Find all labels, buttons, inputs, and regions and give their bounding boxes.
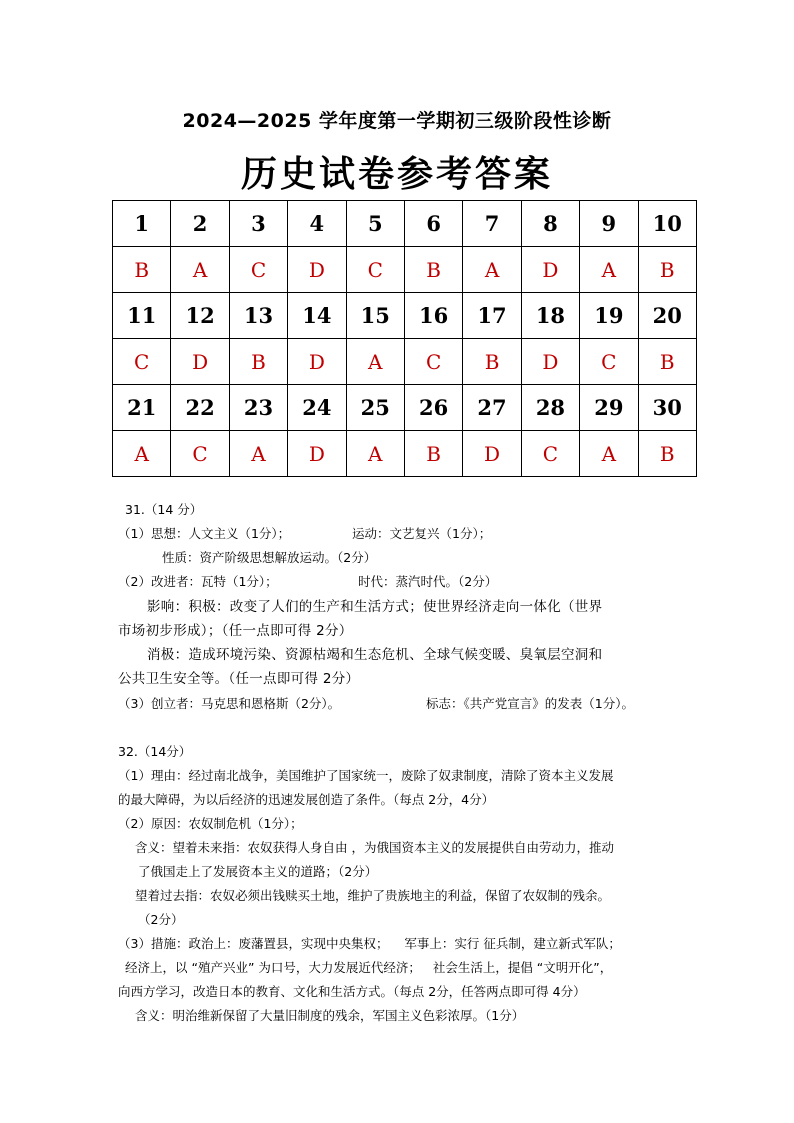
question-number-row [113, 293, 697, 339]
question-number: 14 [288, 293, 346, 339]
question-number: 24 [288, 385, 346, 431]
exam-title: 2024—2025 学年度第一学期初三级阶段性诊断 [182, 110, 612, 132]
answer-letter: B [463, 339, 521, 385]
question-number: 26 [404, 385, 462, 431]
question-number: 13 [229, 293, 287, 339]
question-number: 4 [288, 201, 346, 247]
answer-letter: A [463, 247, 521, 293]
answer-letter: B [638, 431, 696, 477]
q32-line: 了俄国走上了发展资本主义的道路；（2分） [138, 864, 378, 879]
answer-letter: A [171, 247, 229, 293]
answer-letter: B [229, 339, 287, 385]
q32-line: 含义：望着未来指：农奴获得人身自由 ，为俄国资本主义的发展提供自由劳动力，推动 [135, 840, 614, 855]
q31-line: 标志：《共产党宣言》的发表（1分）。 [426, 696, 634, 711]
answer-letter: C [171, 431, 229, 477]
q31-line: 消极：造成环境污染、资源枯竭和生态危机、全球气候变暖、臭氧层空洞和 [147, 647, 603, 663]
answer-row [113, 431, 697, 477]
answer-letter: C [113, 339, 171, 385]
question-number: 2 [171, 201, 229, 247]
answer-letter: C [580, 339, 638, 385]
answer-letter: D [288, 431, 346, 477]
q32-line: （1）理由：经过南北战争，美国维护了国家统一，废除了奴隶制度，清除了资本主义发展 [118, 768, 614, 783]
q31-line: 性质：资产阶级思想解放运动。（2分） [162, 550, 377, 565]
q32-line: 含义：明治维新保留了大量旧制度的残余，军国主义色彩浓厚。（1分） [135, 1008, 525, 1023]
question-number: 1 [113, 201, 171, 247]
question-number: 11 [113, 293, 171, 339]
q31-line: 公共卫生安全等。（任一点即可得 2分） [118, 671, 360, 687]
question-number: 3 [229, 201, 287, 247]
answer-letter: C [521, 431, 579, 477]
question-number: 16 [404, 293, 462, 339]
answer-row [113, 339, 697, 385]
answer-letter: D [521, 247, 579, 293]
q31-line: （1）思想：人文主义（1分）； [118, 526, 291, 541]
question-number: 17 [463, 293, 521, 339]
answer-letter: B [404, 431, 462, 477]
answer-letter: B [638, 339, 696, 385]
q31-line: （2）改进者：瓦特（1分）； [118, 574, 278, 589]
q31-line: 市场初步形成）；（任一点即可得 2分） [118, 623, 353, 639]
answer-letter: A [229, 431, 287, 477]
q32-heading: 32.（14分） [118, 744, 192, 759]
q32-line: 的最大障碍，为以后经济的迅速发展创造了条件。（每点 2分，4分） [118, 792, 495, 807]
answer-letter: D [288, 339, 346, 385]
q32-line: （3）措施：政治上：废藩置县，实现中央集权； 军事上：实行 征兵制，建立新式军队； [118, 936, 621, 951]
answer-letter: A [580, 431, 638, 477]
answer-letter: C [346, 247, 404, 293]
question-number: 30 [638, 385, 696, 431]
q32-line: 经济上，以 “殖产兴业” 为口号，大力发展近代经济； 社会生活上，提倡 “文明开化”， [125, 960, 613, 975]
question-number: 7 [463, 201, 521, 247]
answer-letter: A [580, 247, 638, 293]
answer-grid [112, 200, 697, 477]
q32-line: （2）原因：农奴制危机（1分）； [118, 816, 303, 831]
question-number: 19 [580, 293, 638, 339]
q31-line: 影响：积极：改变了人们的生产和生活方式；使世界经济走向一体化（世界 [147, 599, 603, 615]
answer-row [113, 247, 697, 293]
answer-letter: A [346, 339, 404, 385]
question-number: 9 [580, 201, 638, 247]
question-number: 29 [580, 385, 638, 431]
q31-heading: 31.（14 分） [125, 502, 203, 517]
question-number: 23 [229, 385, 287, 431]
answer-letter: D [288, 247, 346, 293]
question-number-row [113, 201, 697, 247]
q31-line: （3）创立者：马克思和恩格斯（2分）。 [118, 696, 341, 711]
answer-letter: C [404, 339, 462, 385]
answer-letter: A [113, 431, 171, 477]
answer-letter: D [521, 339, 579, 385]
question-number: 5 [346, 201, 404, 247]
question-number: 12 [171, 293, 229, 339]
answer-letter: B [113, 247, 171, 293]
answer-letter: D [463, 431, 521, 477]
answer-letter: D [171, 339, 229, 385]
answer-letter: B [638, 247, 696, 293]
q31-line: 时代：蒸汽时代。（2分） [358, 574, 498, 589]
question-number: 27 [463, 385, 521, 431]
answer-letter: A [346, 431, 404, 477]
document-title: 历史试卷参考答案 [240, 154, 553, 195]
question-number: 22 [171, 385, 229, 431]
question-number: 10 [638, 201, 696, 247]
q32-line: 向西方学习，改造日本的教育、文化和生活方式。（每点 2分，任答两点即可得 4分） [118, 984, 586, 999]
question-number-row [113, 385, 697, 431]
question-number: 6 [404, 201, 462, 247]
q31-line: 运动：文艺复兴（1分）； [352, 526, 492, 541]
q32-line: 望着过去指：农奴必须出钱赎买土地，维护了贵族地主的利益，保留了农奴制的残余。 [135, 888, 611, 903]
q32-line: （2分） [138, 912, 184, 927]
answer-letter: C [229, 247, 287, 293]
question-number: 20 [638, 293, 696, 339]
question-number: 18 [521, 293, 579, 339]
answer-letter: B [404, 247, 462, 293]
question-number: 21 [113, 385, 171, 431]
question-number: 25 [346, 385, 404, 431]
question-number: 8 [521, 201, 579, 247]
question-number: 28 [521, 385, 579, 431]
question-number: 15 [346, 293, 404, 339]
